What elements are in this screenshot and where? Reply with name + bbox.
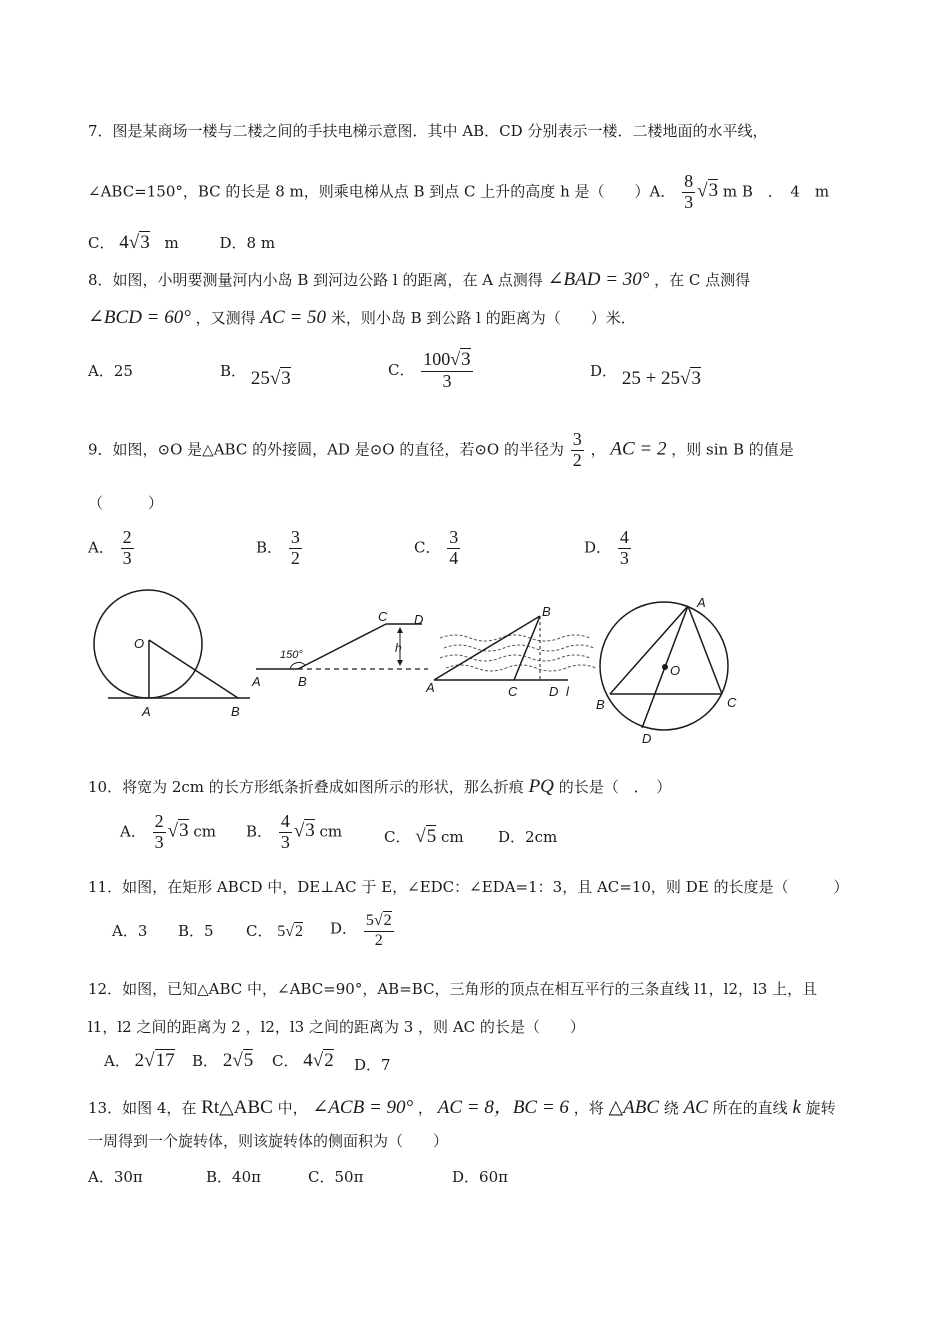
figure-river [425, 604, 596, 699]
q7-line3 [88, 232, 275, 254]
q10-pq: PQ [528, 776, 554, 797]
fig2-label-h: h [395, 641, 402, 655]
fig2-label-C: C [378, 609, 388, 624]
q10-optC: C． √5 cm [384, 826, 464, 847]
q13-optA: A．30π [88, 1168, 143, 1186]
fig1-label-A: A [142, 704, 151, 719]
q13-optB: B．40π [206, 1168, 261, 1186]
q9-comma: ， [590, 440, 606, 459]
q8-stem-part1: 8．如图，小明要测量河内小岛 B 到河边公路 l 的距离，在 A 点测得 [88, 271, 543, 289]
q10-stem-part1: 10．将宽为 2cm 的长方形纸条折叠成如图所示的形状，那么折痕 [88, 778, 524, 796]
q7-optA-sqrt: √3 [697, 180, 719, 202]
q7-line2 [88, 172, 829, 213]
q8-stem-part4: 米，则小岛 B 到公路 l 的距离为（ ）米． [330, 309, 636, 327]
fig4-label-A: A [697, 595, 706, 610]
q10-stem-part2: 的长是（ ． ） [558, 778, 672, 796]
q12-optC: C． 4√2 [272, 1050, 334, 1071]
q8-optC-fraction: $\frac{100√3}{3}$ [423, 349, 471, 391]
q9-stem-part2: ，则 sin B 的值是 [671, 440, 794, 459]
q7-optC-value: 4√3 [119, 232, 150, 253]
q13-optC: C．50π [308, 1168, 364, 1186]
q8-ac: AC = 50 [260, 307, 327, 328]
q9-ac: AC = 2 [610, 438, 667, 460]
figure-escalator [251, 609, 428, 689]
q13-line1: 13．如图 4，在 Rt△ABC 中， ∠ACB = 90° ， AC = 8，BC = 6 ，将 △ABC 绕 AC 所在的直线 k 旋转 [88, 1097, 836, 1118]
q12-optD: D．7 [354, 1056, 391, 1074]
q8-stem-part3: ，又测得 [195, 309, 256, 327]
q8-angle-bad: ∠BAD = 30° [547, 269, 650, 290]
q7-line1: 7．图是某商场一楼与二楼之间的手扶电梯示意图．其中 AB．CD 分别表示一楼．二楼地面的水平线， [88, 122, 768, 140]
q8-stem-part2: ，在 C 点测得 [654, 271, 751, 289]
q13-rt: Rt△ABC [201, 1097, 273, 1118]
figure-circle-tangent [94, 590, 250, 719]
fig4-label-B: B [596, 697, 605, 712]
fig2-angle-label: 150° [280, 649, 303, 661]
q7-optC-label: C． [88, 234, 115, 252]
q9-optC: C． $\frac{3}{4}$ [414, 527, 459, 568]
fig1-label-O: O [134, 636, 145, 651]
q7-optD: D．8 m [219, 234, 276, 252]
q8-optC [388, 350, 475, 392]
figures-strip [0, 588, 950, 758]
q8-optC-label: C． [388, 360, 415, 379]
fig4-label-O: O [670, 663, 681, 678]
q7-optA-den: 3 [684, 191, 694, 212]
fig3-label-C: C [508, 684, 518, 699]
q8-line2 [88, 306, 636, 329]
q13-line2: 一周得到一个旋转体，则该旋转体的侧面积为（ ） [88, 1132, 449, 1150]
fig4-label-C: C [727, 695, 737, 710]
fig3-label-B: B [542, 604, 551, 619]
fig3-label-l: l [566, 684, 569, 699]
fig3-label-D: D [549, 684, 559, 699]
q13-sides: AC = 8，BC = 6 [437, 1097, 569, 1118]
q9-line2: （ ） [88, 494, 164, 512]
q9-line1 [88, 430, 794, 471]
q8-optD [590, 360, 701, 389]
q10-optA: A． $\frac{2}{3}$ √3 cm [120, 811, 216, 852]
q8-angle-bcd: ∠BCD = 60° [88, 307, 191, 328]
q8-optD-value: 25 + 25√3 [621, 368, 701, 389]
figure-circumcircle [596, 595, 737, 746]
q8-optD-label: D． [590, 362, 618, 380]
fig3-label-A: A [426, 680, 435, 695]
q7-optA-fraction [682, 172, 695, 213]
q9-optB: B． $\frac{3}{2}$ [256, 527, 300, 568]
q9-stem-part1: 9．如图，⊙O 是△ABC 的外接圆，AD 是⊙O 的直径，若⊙O 的半径为 [88, 440, 564, 459]
q9-optD: D． $\frac{4}{3}$ [584, 527, 629, 568]
fig1-label-B: B [231, 704, 240, 719]
q13-angle-acb: ∠ACB = 90° [312, 1097, 414, 1118]
q8-optB-label: B． [220, 362, 247, 380]
q11-line1: 11．如图，在矩形 ABCD 中，DE⊥AC 于 E，∠EDC：∠EDA=1：3，且 AC=10，则 DE 的长度是（ ） [88, 878, 849, 896]
q7-optC-unit: m [164, 234, 179, 252]
q13-optD: D．60π [452, 1168, 508, 1186]
q10-line1 [88, 776, 671, 798]
q11-optA: A．3 [112, 922, 148, 940]
q7-stem-part2: ∠ABC=150°，BC 的长是 8 m，则乘电梯从点 B 到点 C 上升的高度 h 是（ ）A． [88, 182, 676, 201]
q12-optA: A． 2√17 [104, 1050, 175, 1071]
q10-optB: B． $\frac{4}{3}$ √3 cm [246, 811, 343, 852]
fig2-label-A: A [252, 674, 261, 689]
q13-stem-part1: 13．如图 4，在 [88, 1099, 197, 1117]
q10-optD: D．2cm [498, 828, 558, 846]
fig2-label-B: B [298, 674, 307, 689]
q9-radius-fraction: $\frac{3}{2}$ [572, 429, 582, 470]
q8-optB-value: 25√3 [250, 368, 291, 389]
q12-optB: B． 2√5 [192, 1050, 254, 1071]
q8-optA: A．25 [88, 362, 133, 380]
q11-optD: D． $\frac{5√2}{2}$ [330, 912, 392, 949]
q7-optA-num: 8 [684, 171, 694, 191]
fig2-label-D: D [414, 612, 424, 627]
q12-line2: l1，l2 之间的距离为 2 ，l2，l3 之间的距离为 3 ，则 AC 的长是（ ） [88, 1018, 585, 1036]
q9-optA: A． $\frac{2}{3}$ [88, 527, 132, 568]
q11-optB: B．5 [178, 922, 214, 940]
q8-line1 [88, 268, 750, 291]
q7-optA-unit: m B ． 4 m [722, 182, 830, 201]
q11-optC: C． 5√2 [246, 922, 304, 940]
fig4-label-D: D [642, 731, 652, 746]
q12-line1: 12．如图，已知△ABC 中，∠ABC=90°，AB=BC，三角形的顶点在相互平行的三条直线 l1，l2，l3 上，且 [88, 980, 818, 998]
q8-optB [220, 360, 291, 389]
